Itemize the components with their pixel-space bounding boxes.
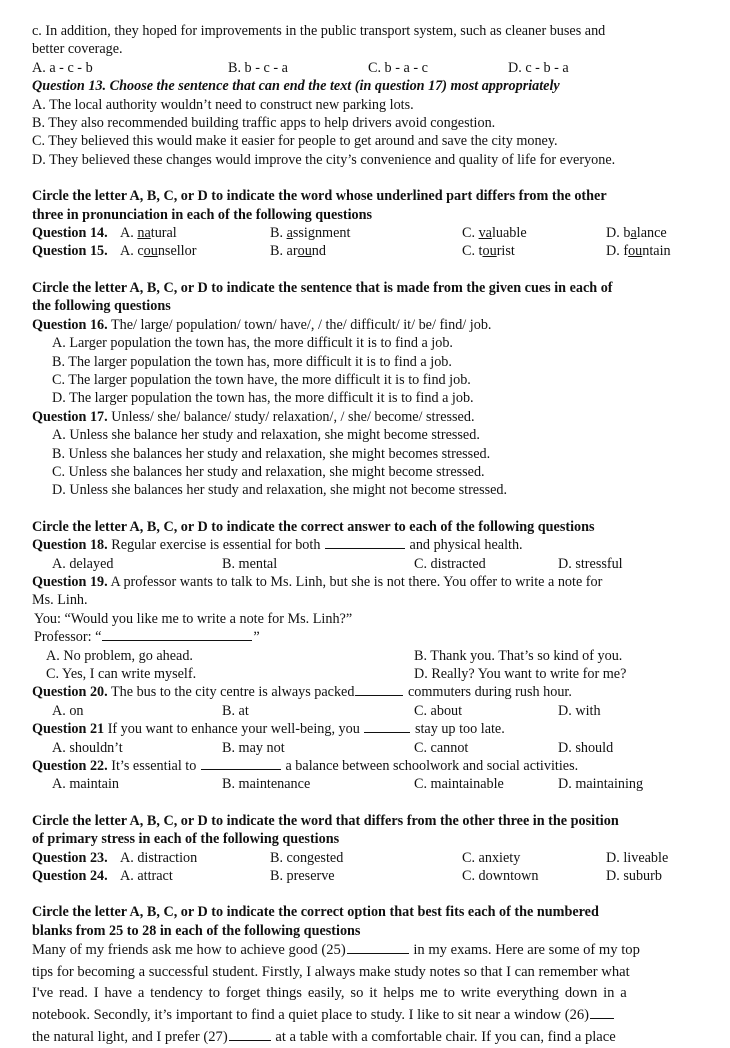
q19-option-d[interactable]: D. Really? You want to write for me? <box>414 666 627 682</box>
q20-option-d[interactable]: D. with <box>558 702 601 719</box>
q23-option-b[interactable]: B. congested <box>270 849 344 866</box>
q13-option-b[interactable]: B. They also recommended building traffic apps to help drivers avoid congestion. <box>32 115 496 132</box>
cues-instruction-line1: Circle the letter A, B, C, or D to indicate the sentence that is made from the given cues in each of <box>32 279 613 296</box>
q24-label: Question 24. <box>32 868 108 885</box>
q20-option-c[interactable]: C. about <box>414 702 463 719</box>
q19-professor-prefix: Professor: “ <box>34 629 102 646</box>
q13-option-d[interactable]: D. They believed these changes would improve the city’s convenience and quality of life for everyone. <box>32 151 616 168</box>
q22-stem <box>32 757 700 775</box>
q16-option-b[interactable]: B. The larger population the town has, more difficult it is to find a job. <box>52 353 452 370</box>
q15-row <box>32 242 700 260</box>
stress-instruction-line2: of primary stress in each of the following questions <box>32 831 340 848</box>
q21-option-d[interactable]: D. should <box>558 739 614 756</box>
q24-option-b[interactable]: B. preserve <box>270 868 335 885</box>
q23-row <box>32 849 700 867</box>
q12-option-a[interactable]: A. a - c - b <box>32 59 93 76</box>
blank-26[interactable] <box>590 1006 614 1019</box>
q16-option-a[interactable]: A. Larger population the town has, the more difficult it is to find a job. <box>52 335 453 352</box>
q19-professor-suffix: ” <box>253 629 260 646</box>
q19-professor-line <box>32 628 700 646</box>
q15-label: Question 15. <box>32 243 108 260</box>
q23-option-c[interactable]: C. anxiety <box>462 849 521 866</box>
q16-option-c[interactable]: C. The larger population the town have, the more difficult it is to find job. <box>52 371 471 388</box>
q14-option-a[interactable]: A. natural <box>120 225 177 242</box>
q13-option-c[interactable]: C. They believed this would make it easier for people to get around and save the city money. <box>32 133 558 150</box>
q20-option-a[interactable]: A. on <box>52 702 84 719</box>
q24-option-d[interactable]: D. suburb <box>606 868 662 885</box>
cloze-passage <box>32 940 700 1048</box>
q22-blank[interactable] <box>201 757 281 770</box>
q22-option-a[interactable]: A. maintain <box>52 776 119 793</box>
q21-text-pre: If you want to enhance your well-being, you <box>104 721 364 738</box>
cloze-instruction-line2: blanks from 25 to 28 in each of the following questions <box>32 922 361 939</box>
q13-title: Question 13. Choose the sentence that can end the text (in question 17) most appropriately <box>32 78 560 95</box>
pronunciation-instruction-line2: three in pronunciation in each of the following questions <box>32 206 373 223</box>
q24-option-c[interactable]: C. downtown <box>462 868 539 885</box>
q19-label: Question 19. <box>32 573 108 590</box>
cloze-line-2: tips for becoming a successful student. Firstly, I always make study notes so that I can remember what <box>32 963 630 980</box>
q22-text-post: a balance between schoolwork and social activities. <box>281 758 579 775</box>
q20-option-b[interactable]: B. at <box>222 702 249 719</box>
q21-stem <box>32 720 700 738</box>
q21-blank[interactable] <box>364 720 410 733</box>
q22-option-c[interactable]: C. maintainable <box>414 776 504 793</box>
q12-option-c[interactable]: C. b - a - c <box>368 59 428 76</box>
cloze-line-3: I've read. I have a tendency to forget things easily, so it helps me to write everything down in a <box>32 985 627 1002</box>
q15-option-b[interactable]: B. around <box>270 243 326 260</box>
q13-option-a[interactable]: A. The local authority wouldn’t need to construct new parking lots. <box>32 96 414 113</box>
q19-you-line: You: “Would you like me to write a note for Ms. Linh?” <box>34 610 353 627</box>
q18-option-b[interactable]: B. mental <box>222 555 278 572</box>
q22-option-b[interactable]: B. maintenance <box>222 776 311 793</box>
correct-answer-instruction: Circle the letter A, B, C, or D to indicate the correct answer to each of the following questions <box>32 518 595 535</box>
cloze-instruction-line1: Circle the letter A, B, C, or D to indicate the correct option that best fits each of the numbered <box>32 904 599 921</box>
q20-blank[interactable] <box>355 683 403 696</box>
q22-label: Question 22. <box>32 758 108 775</box>
q22-text-pre: It’s essential to <box>107 758 200 775</box>
q14-label: Question 14. <box>32 225 108 242</box>
q19-blank[interactable] <box>102 628 252 641</box>
q19-stem-line2: Ms. Linh. <box>32 592 88 609</box>
q15-option-a[interactable]: A. counsellor <box>120 243 197 260</box>
q15-option-d[interactable]: D. fountain <box>606 243 671 260</box>
q20-text-post: commuters during rush hour. <box>404 684 572 701</box>
q12-option-c-line1: c. In addition, they hoped for improvements in the public transport system, such as cleaner buses and <box>32 23 606 39</box>
q22-option-d[interactable]: D. maintaining <box>558 776 644 793</box>
q19-option-b[interactable]: B. Thank you. That’s so kind of you. <box>414 647 623 664</box>
q17-text: Unless/ she/ balance/ study/ relaxation/, / she/ become/ stressed. <box>107 408 475 425</box>
q21-label: Question 21 <box>32 721 105 738</box>
blank-27[interactable] <box>229 1028 271 1041</box>
q18-text-post: and physical health. <box>405 537 523 554</box>
q17-option-d[interactable]: D. Unless she balances her study and relaxation, she might not become stressed. <box>52 482 508 499</box>
q23-option-a[interactable]: A. distraction <box>120 849 198 866</box>
q19-options-row1 <box>32 647 700 665</box>
q17-stem <box>32 408 700 426</box>
q18-option-d[interactable]: D. stressful <box>558 555 623 572</box>
cloze-line-5: the natural light, and I prefer (27) at a table with a comfortable chair. If you can, find a place <box>32 1028 616 1045</box>
q17-option-c[interactable]: C. Unless she balances her study and relaxation, she might become stressed. <box>52 463 485 480</box>
blank-25[interactable] <box>347 941 409 954</box>
q23-label: Question 23. <box>32 849 108 866</box>
q23-option-d[interactable]: D. liveable <box>606 849 669 866</box>
q24-row <box>32 867 700 885</box>
q14-row <box>32 224 700 242</box>
q16-stem <box>32 316 700 334</box>
q12-option-b[interactable]: B. b - c - a <box>228 59 288 76</box>
q16-text: The/ large/ population/ town/ have/, / the/ difficult/ it/ be/ find/ job. <box>107 316 492 333</box>
q17-option-b[interactable]: B. Unless she balances her study and relaxation, she might becomes stressed. <box>52 445 491 462</box>
cloze-line-1: Many of my friends ask me how to achieve good (25) in my exams. Here are some of my top <box>32 942 640 959</box>
q21-options <box>32 739 700 757</box>
q14-option-c[interactable]: C. valuable <box>462 225 527 242</box>
pronunciation-instruction-line1: Circle the letter A, B, C, or D to indicate the word whose underlined part differs from the other <box>32 188 607 205</box>
q19-text-line1: A professor wants to talk to Ms. Linh, but she is not there. You offer to write a note for <box>107 573 603 590</box>
cues-instruction-line2: the following questions <box>32 298 171 315</box>
q14-option-d[interactable]: D. balance <box>606 225 667 242</box>
stress-instruction-line1: Circle the letter A, B, C, or D to indicate the word that differs from the other three in the position <box>32 812 619 829</box>
q15-option-c[interactable]: C. tourist <box>462 243 515 260</box>
q20-text-pre: The bus to the city centre is always packed <box>107 684 355 701</box>
q24-option-a[interactable]: A. attract <box>120 868 173 885</box>
q20-stem <box>32 683 700 701</box>
q12-options <box>32 59 700 77</box>
q18-blank[interactable] <box>325 536 405 549</box>
q18-text-pre: Regular exercise is essential for both <box>107 537 324 554</box>
q17-label: Question 17. <box>32 408 108 425</box>
q16-label: Question 16. <box>32 316 108 333</box>
q12-option-c-line2: better coverage. <box>32 41 123 58</box>
q17-option-a[interactable]: A. Unless she balance her study and relaxation, she might become stressed. <box>52 427 480 444</box>
q20-options <box>32 702 700 720</box>
q21-option-c[interactable]: C. cannot <box>414 739 469 756</box>
q19-option-c[interactable]: C. Yes, I can write myself. <box>46 666 197 682</box>
q19-stem-line1 <box>32 573 700 591</box>
q21-option-a[interactable]: A. shouldn’t <box>52 739 123 756</box>
cloze-line-4: notebook. Secondly, it’s important to find a quiet place to study. I like to sit near a window (26) <box>32 1005 700 1027</box>
q18-stem <box>32 536 700 554</box>
q18-options <box>32 555 700 573</box>
q19-options-row2 <box>32 665 700 683</box>
q19-option-a[interactable]: A. No problem, go ahead. <box>46 647 193 664</box>
q18-option-c[interactable]: C. distracted <box>414 555 486 572</box>
q16-option-d[interactable]: D. The larger population the town has, the more difficult it is to find a job. <box>52 390 474 407</box>
q14-option-b[interactable]: B. assignment <box>270 225 351 242</box>
q21-option-b[interactable]: B. may not <box>222 739 285 756</box>
q12-option-d[interactable]: D. c - b - a <box>508 59 569 76</box>
q18-option-a[interactable]: A. delayed <box>52 555 114 572</box>
q18-label: Question 18. <box>32 537 108 554</box>
q22-options <box>32 775 700 793</box>
q21-text-post: stay up too late. <box>411 721 505 738</box>
q20-label: Question 20. <box>32 684 108 701</box>
